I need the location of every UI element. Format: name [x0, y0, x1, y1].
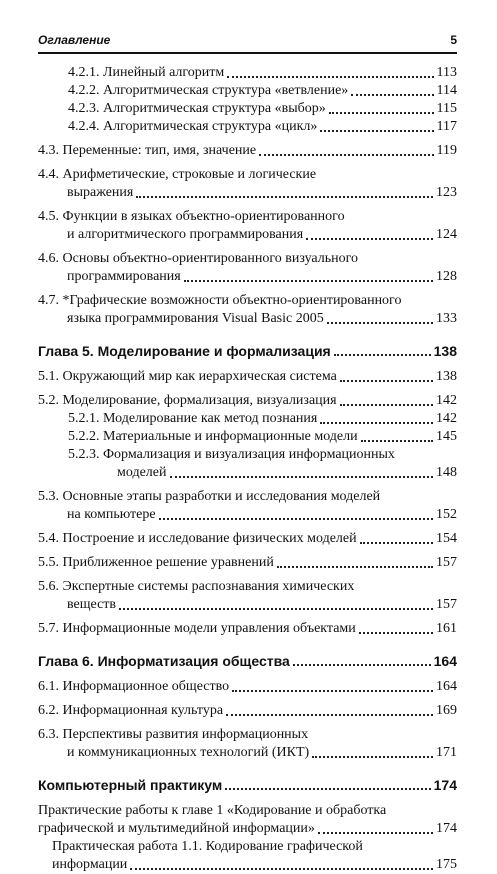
entry-page-number: 124 — [436, 227, 457, 242]
entry-title: 4.4. Арифметические, строковые и логические — [38, 167, 317, 182]
entry-spacer — [38, 328, 457, 342]
entry-page-number: 123 — [436, 185, 457, 200]
entry-title: 4.3. Переменные: тип, имя, значение — [38, 143, 257, 158]
entry-page-number: 169 — [436, 703, 457, 718]
entry-title: 5.2.3. Формализация и визуализация информационных — [68, 447, 395, 462]
toc-entry[interactable] — [38, 820, 457, 838]
toc-entry[interactable] — [38, 64, 457, 82]
dot-leader — [340, 403, 433, 406]
toc-entry[interactable] — [38, 82, 457, 100]
entry-page-number: 164 — [436, 679, 457, 694]
toc-entry[interactable] — [38, 488, 457, 506]
toc-entry[interactable] — [38, 856, 457, 874]
toc-chapter-entry[interactable] — [38, 342, 457, 360]
entry-page-number: 128 — [436, 269, 457, 284]
entry-title: 5.5. Приближенное решение уравнений — [38, 555, 274, 570]
dot-leader — [184, 279, 433, 282]
entry-title: на компьютере — [67, 507, 156, 522]
entry-page-number: 157 — [436, 555, 457, 570]
entry-title: 5.2.1. Моделирование как метод познания — [68, 411, 318, 426]
entry-title: 5.4. Построение и исследование физических моделей — [38, 531, 357, 546]
entry-title: выражения — [67, 185, 134, 200]
table-of-contents — [38, 64, 457, 874]
dot-leader — [259, 153, 433, 156]
entry-page-number: 148 — [436, 465, 457, 480]
toc-entry[interactable] — [38, 530, 457, 548]
entry-title: 5.6. Экспертные системы распознавания химических — [38, 579, 355, 594]
toc-entry[interactable] — [38, 744, 457, 762]
dot-leader — [340, 379, 433, 382]
entry-title: Глава 6. Информатизация общества — [38, 653, 290, 669]
toc-entry[interactable] — [38, 838, 457, 856]
header-rule — [38, 52, 457, 54]
toc-entry[interactable] — [38, 578, 457, 596]
entry-title: веществ — [67, 597, 117, 612]
entry-page-number: 145 — [436, 429, 457, 444]
toc-entry[interactable] — [38, 226, 457, 244]
entry-title: моделей — [117, 465, 167, 480]
entry-page-number: 138 — [433, 343, 457, 359]
toc-entry[interactable] — [38, 596, 457, 614]
entry-page-number: 133 — [436, 311, 457, 326]
dot-leader — [329, 111, 434, 114]
toc-entry[interactable] — [38, 506, 457, 524]
toc-entry[interactable] — [38, 446, 457, 464]
dot-leader — [277, 565, 433, 568]
entry-title: 4.2.4. Алгоритмическая структура «цикл» — [68, 119, 318, 134]
entry-title: программирования — [67, 269, 181, 284]
entry-title: информации — [52, 857, 128, 872]
entry-title: 5.2.2. Материальные и информационные модели — [68, 429, 358, 444]
dot-leader — [351, 93, 433, 96]
entry-title: 4.2.3. Алгоритмическая структура «выбор» — [68, 101, 326, 116]
dot-leader — [226, 713, 433, 716]
toc-entry[interactable] — [38, 268, 457, 286]
toc-entry[interactable] — [38, 208, 457, 226]
dot-leader — [312, 755, 433, 758]
dot-leader — [136, 195, 433, 198]
toc-entry[interactable] — [38, 142, 457, 160]
header-title: Оглавление — [38, 33, 111, 47]
dot-leader — [225, 787, 430, 790]
entry-title: Практические работы к главе 1 «Кодирование и обработка — [38, 803, 387, 818]
toc-entry[interactable] — [38, 250, 457, 268]
entry-page-number: 171 — [436, 745, 457, 760]
entry-title: 4.6. Основы объектно-ориентированного визуального — [38, 251, 359, 266]
entry-page-number: 174 — [436, 821, 457, 836]
entry-title: 4.7. *Графические возможности объектно-ориентированного — [38, 293, 402, 308]
toc-entry[interactable] — [38, 702, 457, 720]
dot-leader — [159, 517, 433, 520]
dot-leader — [334, 353, 431, 356]
entry-spacer — [38, 638, 457, 652]
toc-chapter-entry[interactable] — [38, 776, 457, 794]
entry-page-number: 164 — [433, 653, 457, 669]
dot-leader — [232, 689, 433, 692]
entry-title: 5.2. Моделирование, формализация, визуализация — [38, 393, 337, 408]
toc-entry[interactable] — [38, 802, 457, 820]
toc-entry[interactable] — [38, 100, 457, 118]
entry-title: Глава 5. Моделирование и формализация — [38, 343, 331, 359]
entry-page-number: 117 — [436, 119, 457, 134]
entry-title: Практическая работа 1.1. Кодирование графической — [52, 839, 363, 854]
entry-spacer — [38, 670, 457, 678]
entry-page-number: 161 — [436, 621, 457, 636]
entry-page-number: 138 — [436, 369, 457, 384]
entry-title: Компьютерный практикум — [38, 777, 223, 793]
toc-entry[interactable] — [38, 184, 457, 202]
page-number: 5 — [450, 33, 457, 47]
entry-page-number: 175 — [436, 857, 457, 872]
toc-entry[interactable] — [38, 310, 457, 328]
entry-spacer — [38, 360, 457, 368]
entry-title: графической и мультимедийной информации» — [38, 821, 315, 836]
entry-spacer — [38, 762, 457, 776]
toc-entry[interactable] — [38, 726, 457, 744]
entry-page-number: 174 — [433, 777, 457, 793]
entry-page-number: 115 — [436, 101, 457, 116]
entry-page-number: 113 — [436, 65, 457, 80]
entry-page-number: 157 — [436, 597, 457, 612]
toc-entry[interactable] — [38, 678, 457, 696]
entry-page-number: 154 — [436, 531, 457, 546]
dot-leader — [130, 867, 433, 870]
entry-title: 4.2.1. Линейный алгоритм — [68, 65, 225, 80]
dot-leader — [320, 129, 433, 132]
toc-entry[interactable] — [38, 166, 457, 184]
toc-entry[interactable] — [38, 118, 457, 136]
entry-title: 5.1. Окружающий мир как иерархическая система — [38, 369, 337, 384]
dot-leader — [360, 541, 433, 544]
dot-leader — [320, 421, 433, 424]
toc-entry[interactable] — [38, 410, 457, 428]
entry-title: и алгоритмического программирования — [67, 227, 304, 242]
dot-leader — [119, 607, 433, 610]
dot-leader — [318, 831, 433, 834]
toc-chapter-entry[interactable] — [38, 652, 457, 670]
toc-entry[interactable] — [38, 292, 457, 310]
dot-leader — [227, 75, 433, 78]
entry-page-number: 114 — [436, 83, 457, 98]
entry-title: языка программирования Visual Basic 2005 — [67, 311, 324, 326]
entry-title: 4.5. Функции в языках объектно-ориентированного — [38, 209, 345, 224]
toc-entry[interactable] — [38, 392, 457, 410]
entry-title: 6.1. Информационное общество — [38, 679, 230, 694]
entry-title: и коммуникационных технологий (ИКТ) — [67, 745, 310, 760]
dot-leader — [293, 663, 431, 666]
entry-title: 5.3. Основные этапы разработки и исследования моделей — [38, 489, 381, 504]
entry-page-number: 152 — [436, 507, 457, 522]
entry-page-number: 142 — [436, 411, 457, 426]
entry-page-number: 142 — [436, 393, 457, 408]
entry-spacer — [38, 794, 457, 802]
entry-title: 6.2. Информационная культура — [38, 703, 224, 718]
dot-leader — [170, 475, 434, 478]
running-header — [38, 33, 457, 47]
entry-title: 5.7. Информационные модели управления объектами — [38, 621, 356, 636]
toc-entry[interactable] — [38, 620, 457, 638]
dot-leader — [359, 631, 433, 634]
dot-leader — [306, 237, 433, 240]
entry-title: 4.2.2. Алгоритмическая структура «ветвление» — [68, 83, 349, 98]
toc-entry[interactable] — [38, 554, 457, 572]
dot-leader — [361, 439, 433, 442]
toc-entry[interactable] — [38, 368, 457, 386]
dot-leader — [327, 321, 433, 324]
toc-entry[interactable] — [38, 428, 457, 446]
entry-page-number: 119 — [436, 143, 457, 158]
entry-title: 6.3. Перспективы развития информационных — [38, 727, 309, 742]
toc-entry[interactable] — [38, 464, 457, 482]
